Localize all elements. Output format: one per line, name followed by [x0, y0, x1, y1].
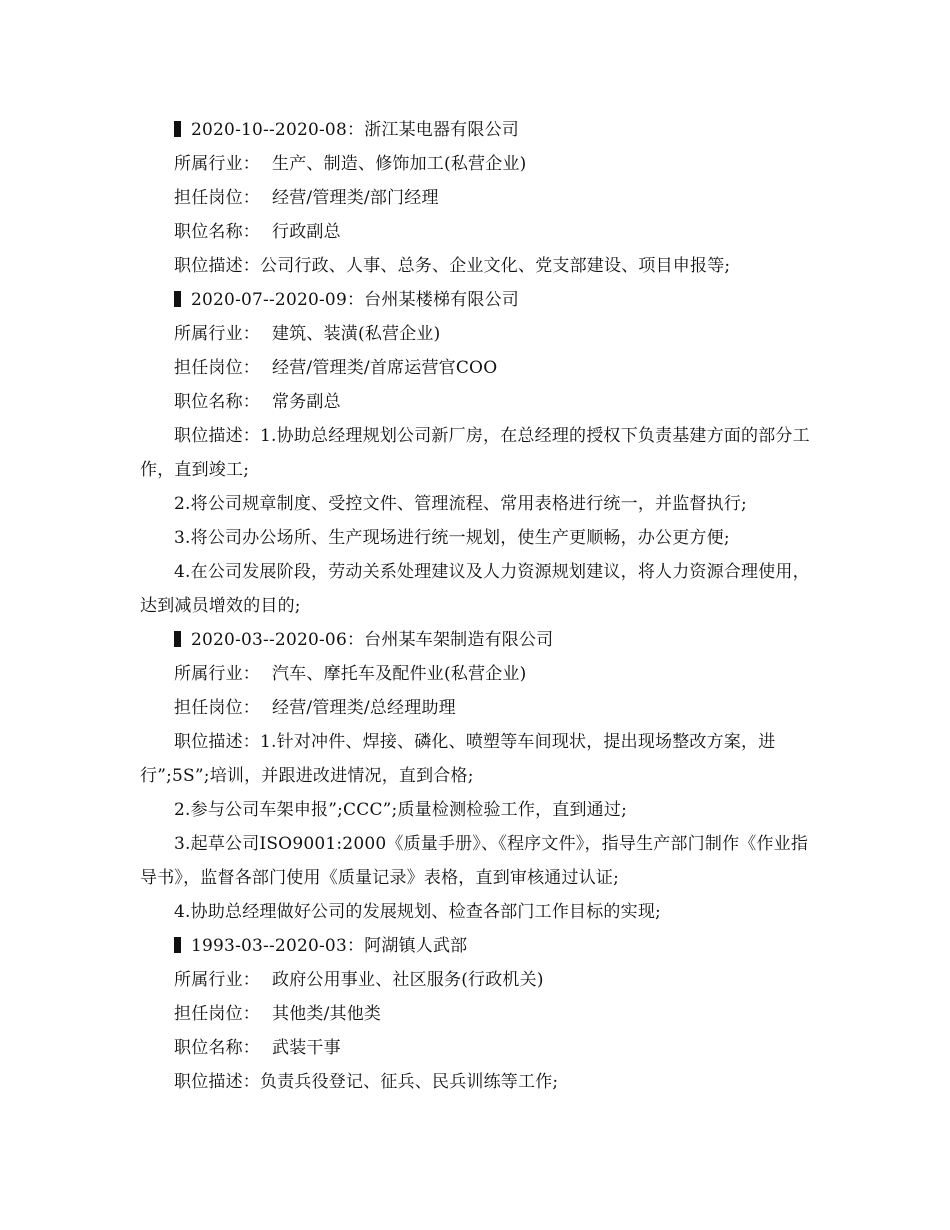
industry-row: 所属行业： 建筑、装潢(私营企业) — [174, 324, 441, 344]
description-paragraph: 职位描述：1.针对冲件、焊接、磷化、喷塑等车间现状，提出现场整改方案，进行”;5S”;培训，并跟进改进情况，直到合格; — [140, 732, 776, 786]
position-row: 担任岗位： 其他类/其他类 — [174, 1004, 382, 1024]
position-row: 担任岗位： 经营/管理类/总经理助理 — [174, 698, 456, 718]
description-paragraph: 2.将公司规章制度、受控文件、管理流程、常用表格进行统一，并监督执行; — [174, 494, 747, 514]
entry-header: 1993-03--2020-03：阿湖镇人武部 — [140, 929, 820, 963]
description-paragraph: 3.起草公司ISO9001:2000《质量手册》、《程序文件》，指导生产部门制作《作业指导书》，监督各部门使用《质量记录》表格，直到审核通过认证; — [140, 834, 809, 888]
industry-row: 所属行业： 生产、制造、修饰加工(私营企业) — [174, 154, 527, 174]
industry-row: 所属行业： 汽车、摩托车及配件业(私营企业) — [174, 664, 527, 684]
position-row: 担任岗位： 经营/管理类/部门经理 — [174, 188, 439, 208]
description-paragraph: 4.在公司发展阶段，劳动关系处理建议及人力资源规划建议，将人力资源合理使用，达到减员增效的目的; — [140, 562, 810, 616]
position-row: 担任岗位： 经营/管理类/首席运营官COO — [174, 358, 498, 378]
bullet-marker — [174, 631, 181, 647]
description-paragraph: 4.协助总经理做好公司的发展规划、检查各部门工作目标的实现; — [174, 902, 661, 922]
bullet-marker — [174, 937, 181, 953]
description-paragraph: 3.将公司办公场所、生产现场进行统一规划，使生产更顺畅，办公更方便; — [174, 528, 730, 548]
bullet-marker — [174, 121, 181, 137]
entry-header: 2020-07--2020-09：台州某楼梯有限公司 — [140, 283, 820, 317]
bullet-marker — [174, 291, 181, 307]
description-row: 职位描述：公司行政、人事、总务、企业文化、党支部建设、项目申报等; — [174, 256, 731, 276]
title-row: 职位名称： 常务副总 — [174, 392, 341, 412]
description-paragraph: 2.参与公司车架申报”;CCC”;质量检测检验工作，直到通过; — [174, 800, 628, 820]
entry-header: 2020-10--2020-08：浙江某电器有限公司 — [140, 113, 820, 147]
industry-row: 所属行业： 政府公用事业、社区服务(行政机关) — [174, 970, 544, 990]
entry-header: 2020-03--2020-06：台州某车架制造有限公司 — [140, 623, 820, 657]
description-row: 职位描述：负责兵役登记、征兵、民兵训练等工作; — [174, 1072, 559, 1092]
title-row: 职位名称： 武装干事 — [174, 1038, 341, 1058]
work-experience-section — [140, 113, 820, 1099]
title-row: 职位名称： 行政副总 — [174, 222, 341, 242]
description-paragraph: 职位描述：1.协助总经理规划公司新厂房，在总经理的授权下负责基建方面的部分工作，直到竣工; — [140, 426, 810, 480]
